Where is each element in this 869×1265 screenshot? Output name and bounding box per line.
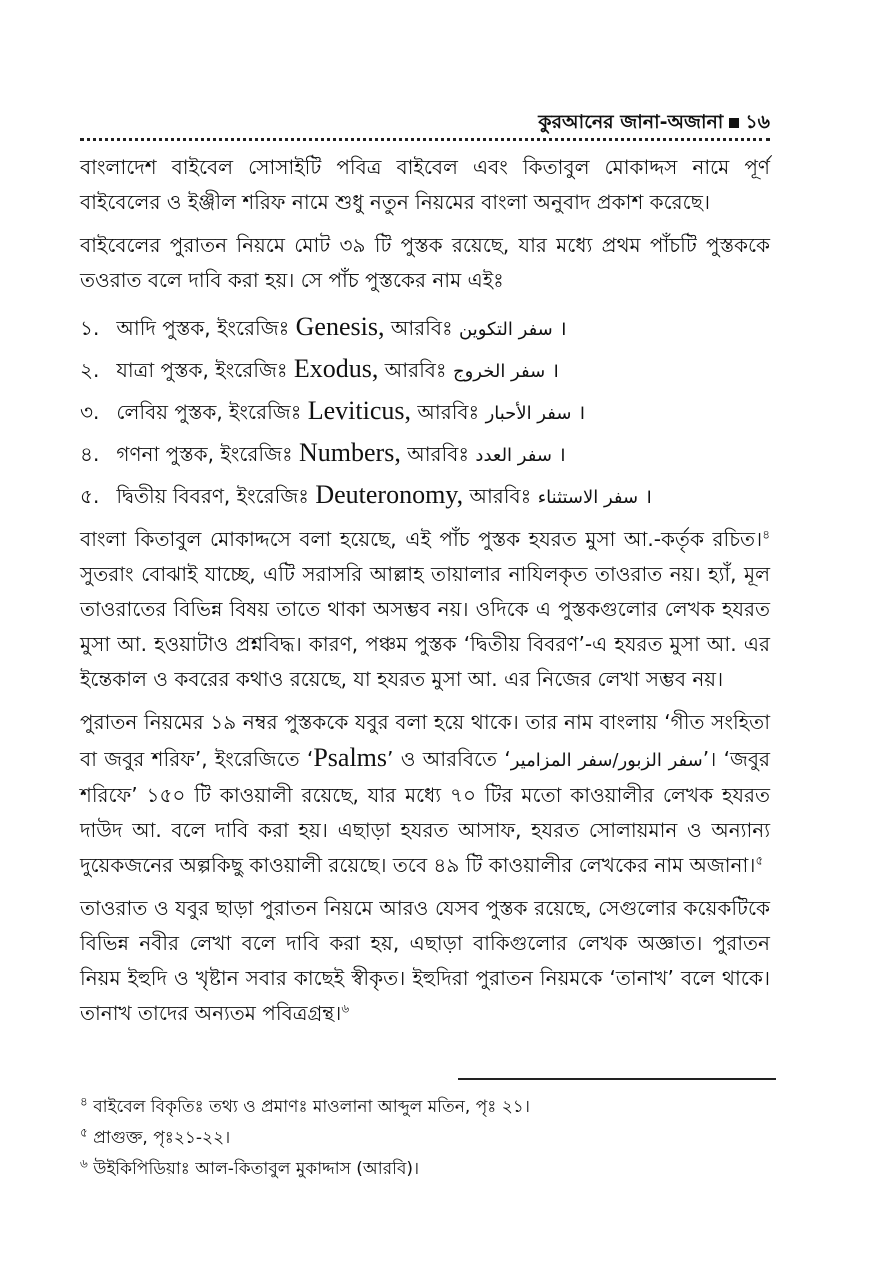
book-arabic-name: سفر التكوين — [459, 319, 553, 340]
main-text — [80, 150, 770, 1039]
arabic-label: আরবিঃ — [469, 484, 532, 508]
footnote — [80, 1154, 770, 1185]
footnote-ref: ৫ — [755, 853, 764, 868]
footnote-ref: ৪ — [762, 527, 770, 542]
paragraph-5 — [80, 891, 770, 1031]
book-english-name: Deuteronomy, — [315, 480, 464, 509]
book-arabic-name: سفر الاستثناء — [537, 487, 639, 508]
list-number: ৩. — [80, 400, 100, 424]
book-arabic-name: سفر الأحبار — [485, 403, 572, 424]
book-english-name: Exodus, — [293, 354, 379, 383]
square-bullet-icon — [729, 118, 739, 128]
arabic-label: আরবিঃ — [407, 442, 470, 466]
paragraph-4-part-b: ’ ও আরবিতে ‘ — [387, 747, 511, 771]
list-number: ১. — [80, 316, 100, 340]
arabic-label: আরবিঃ — [384, 358, 447, 382]
running-header — [80, 108, 770, 140]
list-number: ৪. — [80, 442, 100, 466]
footnote-number: ৪ — [80, 1094, 88, 1109]
book-list — [80, 306, 770, 516]
book-bengali-name: দ্বিতীয় বিবরণ, ইংরেজিঃ — [116, 484, 309, 508]
footnotes — [80, 1092, 770, 1185]
footnote-number: ৫ — [80, 1125, 88, 1140]
paragraph-4-part-c: ’। ‘জবুর শরিফে’ ১৫০ টি কাওয়ালী রয়েছে, যার মধ্যে ৭০ টির মতো কাওয়ালীর লেখক হযরত দাউদ আ. বলে দাবি করা হয়। এছাড়া হযরত আসাফ, হযরত সোলায়মান ও অন্যান্য দুয়েকজনের অল্পকিছু কাওয়ালী রয়েছে। তবে ৪৯ টি কাওয়ালীর লেখকের নাম অজানা। — [80, 747, 770, 877]
list-terminator: । — [558, 442, 566, 466]
book-bengali-name: গণনা পুস্তক, ইংরেজিঃ — [116, 442, 293, 466]
arabic-label: আরবিঃ — [417, 400, 480, 424]
book-english-name: Genesis, — [295, 312, 385, 341]
list-number: ২. — [80, 358, 100, 382]
paragraph-4-part-a: পুরাতন নিয়মের ১৯ নম্বর পুস্তককে যবুর বলা হয়ে থাকে। তার নাম বাংলায় ‘গীত সংহিতা বা জবুর শরিফ’, ইংরেজিতে ‘ — [80, 710, 770, 771]
list-terminator: । — [644, 484, 653, 508]
footnote-text: প্রাগুক্ত, পৃঃ২১-২২। — [93, 1128, 231, 1148]
book-bengali-name: লেবিয় পুস্তক, ইংরেজিঃ — [116, 400, 302, 424]
psalms-english: Psalms — [313, 743, 388, 772]
paragraph-2: বাইবেলের পুরাতন নিয়মে মোট ৩৯ টি পুস্তক রয়েছে, যার মধ্যে প্রথম পাঁচটি পুস্তককে তওরাত বলে দাবি করা হয়। সে পাঁচ পুস্তকের নাম এইঃ — [80, 233, 770, 292]
page-number: ১৬ — [745, 111, 770, 133]
book-list-item — [80, 390, 770, 432]
book-bengali-name: আদি পুস্তক, ইংরেজিঃ — [116, 316, 290, 340]
paragraph-4 — [80, 705, 770, 883]
list-terminator: । — [551, 358, 560, 382]
footnote-number: ৬ — [80, 1156, 88, 1171]
header-title: কুরআনের জানা-অজানা — [538, 111, 724, 133]
paragraph-5-text: তাওরাত ও যবুর ছাড়া পুরাতন নিয়মে আরও যেসব পুস্তক রয়েছে, সেগুলোর কয়েকটিকে বিভিন্ন নবীর লেখা বলে দাবি করা হয়, এছাড়া বাকিগুলোর লেখক অজ্ঞাত। পুরাতন নিয়ম ইহুদি ও খৃষ্টান সবার কাছেই স্বীকৃত। ইহুদিরা পুরাতন নিয়মকে ‘তানাখ’ বলে থাকে। তানাখ তাদের অন্যতম পবিত্রগ্রন্থ। — [80, 896, 770, 1025]
psalms-arabic: سفر الزبور/سفر المزامير — [510, 750, 703, 771]
header-dotted-rule — [80, 138, 770, 141]
footnote — [80, 1123, 770, 1154]
list-terminator: । — [559, 316, 567, 340]
book-arabic-name: سفر العدد — [475, 445, 552, 466]
book-list-item — [80, 474, 770, 516]
paragraph-3 — [80, 522, 770, 697]
arabic-label: আরবিঃ — [390, 316, 453, 340]
footnote — [80, 1092, 770, 1123]
footnote-text: বাইবেল বিকৃতিঃ তথ্য ও প্রমাণঃ মাওলানা আব্দুল মতিন, পৃঃ ২১। — [93, 1097, 530, 1117]
book-list-item — [80, 432, 770, 474]
paragraph-3-part-b: সুতরাং বোঝাই যাচ্ছে, এটি সরাসরি আল্লাহ তায়ালার নাযিলকৃত তাওরাত নয়। হ্যাঁ, মূল তাওরাতের বিভিন্ন বিষয় তাতে থাকা অসম্ভব নয়। ওদিকে এ পুস্তকগুলোর লেখক হযরত মুসা আ. হওয়াটাও প্রশ্নবিদ্ধ। কারণ, পঞ্চম পুস্তক ‘দ্বিতীয় বিবরণ’-এ হযরত মুসা আ. এর ইন্তেকাল ও কবরের কথাও রয়েছে, যা হযরত মুসা আ. এর নিজের লেখা সম্ভব নয়। — [80, 562, 770, 691]
book-bengali-name: যাত্রা পুস্তক, ইংরেজিঃ — [116, 358, 288, 382]
list-number: ৫. — [80, 484, 100, 508]
footnote-ref: ৬ — [341, 1001, 350, 1016]
book-english-name: Numbers, — [299, 438, 401, 467]
book-list-item — [80, 306, 770, 348]
list-terminator: । — [577, 400, 586, 424]
paragraph-3-part-a: বাংলা কিতাবুল মোকাদ্দসে বলা হয়েছে, এই পাঁচ পুস্তক হযরত মুসা আ.-কর্তৃক রচিত। — [80, 527, 763, 551]
footnote-rule — [458, 1078, 776, 1080]
footnote-text: উইকিপিডিয়াঃ আল-কিতাবুল মুকাদ্দাস (আরবি)। — [93, 1159, 420, 1179]
paragraph-1: বাংলাদেশ বাইবেল সোসাইটি পবিত্র বাইবেল এবং কিতাবুল মোকাদ্দস নামে পূর্ণ বাইবেলের ও ইঞ্জীল শরিফ নামে শুধু নতুন নিয়মের বাংলা অনুবাদ প্রকাশ করেছে। — [80, 155, 770, 214]
book-arabic-name: سفر الخروج — [452, 361, 546, 382]
book-english-name: Leviticus, — [307, 396, 411, 425]
book-list-item — [80, 348, 770, 390]
